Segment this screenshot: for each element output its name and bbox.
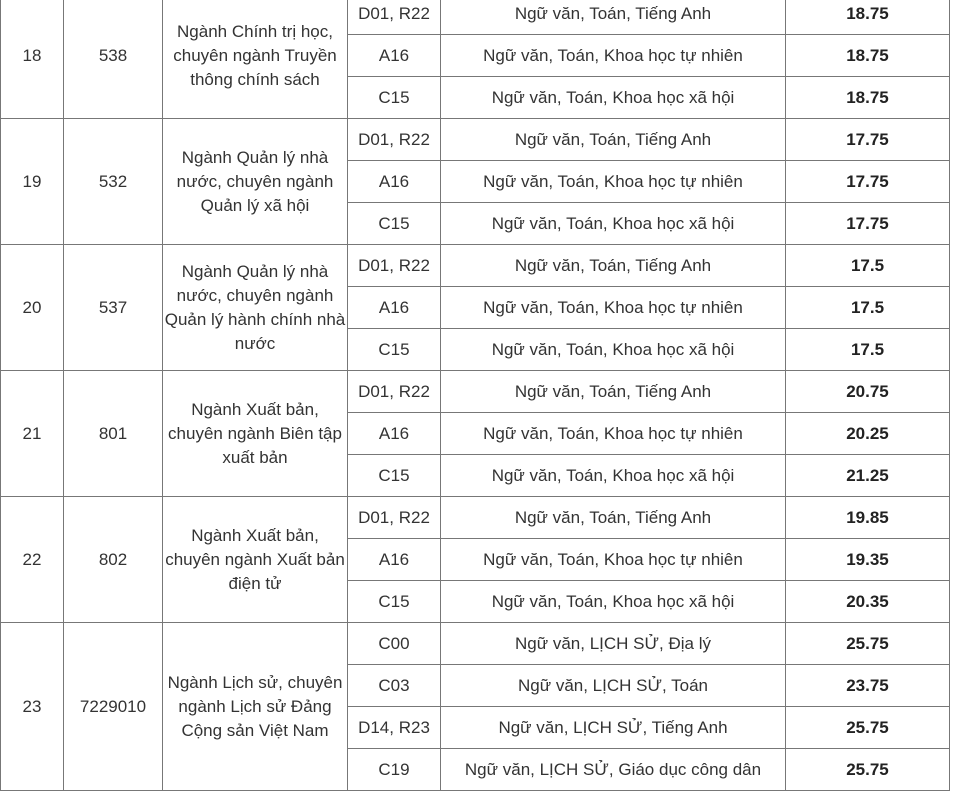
cutoff-score: 17.5 bbox=[786, 329, 950, 371]
row-number: 23 bbox=[1, 623, 64, 791]
combination-code: D01, R22 bbox=[348, 119, 441, 161]
subject-list: Ngữ văn, Toán, Tiếng Anh bbox=[441, 0, 786, 35]
major-name: Ngành Xuất bản, chuyên ngành Xuất bản điện tử bbox=[163, 497, 348, 623]
combination-code: C03 bbox=[348, 665, 441, 707]
combination-code: A16 bbox=[348, 413, 441, 455]
subject-list: Ngữ văn, Toán, Khoa học tự nhiên bbox=[441, 413, 786, 455]
cutoff-score: 19.35 bbox=[786, 539, 950, 581]
table-row bbox=[1, 245, 950, 287]
major-name: Ngành Xuất bản, chuyên ngành Biên tập xuất bản bbox=[163, 371, 348, 497]
subject-list: Ngữ văn, LỊCH SỬ, Toán bbox=[441, 665, 786, 707]
major-code: 801 bbox=[64, 371, 163, 497]
major-name: Ngành Chính trị học, chuyên ngành Truyền thông chính sách bbox=[163, 0, 348, 119]
row-number: 20 bbox=[1, 245, 64, 371]
subject-list: Ngữ văn, Toán, Khoa học xã hội bbox=[441, 203, 786, 245]
cutoff-score: 17.5 bbox=[786, 287, 950, 329]
subject-list: Ngữ văn, Toán, Khoa học tự nhiên bbox=[441, 539, 786, 581]
combination-code: D01, R22 bbox=[348, 497, 441, 539]
subject-list: Ngữ văn, LỊCH SỬ, Địa lý bbox=[441, 623, 786, 665]
major-name: Ngành Lịch sử, chuyên ngành Lịch sử Đảng Cộng sản Việt Nam bbox=[163, 623, 348, 791]
table-row bbox=[1, 497, 950, 539]
major-code: 802 bbox=[64, 497, 163, 623]
row-number: 19 bbox=[1, 119, 64, 245]
combination-code: A16 bbox=[348, 161, 441, 203]
cutoff-score: 25.75 bbox=[786, 623, 950, 665]
major-name: Ngành Quản lý nhà nước, chuyên ngành Quản lý xã hội bbox=[163, 119, 348, 245]
subject-list: Ngữ văn, Toán, Khoa học tự nhiên bbox=[441, 35, 786, 77]
cutoff-score: 25.75 bbox=[786, 707, 950, 749]
combination-code: C15 bbox=[348, 203, 441, 245]
cutoff-score: 21.25 bbox=[786, 455, 950, 497]
cutoff-score: 18.75 bbox=[786, 35, 950, 77]
row-number: 21 bbox=[1, 371, 64, 497]
subject-list: Ngữ văn, Toán, Khoa học xã hội bbox=[441, 455, 786, 497]
cutoff-score: 17.75 bbox=[786, 161, 950, 203]
subject-list: Ngữ văn, Toán, Tiếng Anh bbox=[441, 371, 786, 413]
subject-list: Ngữ văn, LỊCH SỬ, Tiếng Anh bbox=[441, 707, 786, 749]
cutoff-score: 17.5 bbox=[786, 245, 950, 287]
cutoff-score: 17.75 bbox=[786, 203, 950, 245]
table-row bbox=[1, 371, 950, 413]
combination-code: C15 bbox=[348, 581, 441, 623]
major-code: 538 bbox=[64, 0, 163, 119]
subject-list: Ngữ văn, Toán, Khoa học xã hội bbox=[441, 77, 786, 119]
combination-code: A16 bbox=[348, 287, 441, 329]
cutoff-score: 18.75 bbox=[786, 77, 950, 119]
subject-list: Ngữ văn, Toán, Tiếng Anh bbox=[441, 245, 786, 287]
combination-code: C00 bbox=[348, 623, 441, 665]
combination-code: D01, R22 bbox=[348, 371, 441, 413]
major-code: 532 bbox=[64, 119, 163, 245]
table-row bbox=[1, 119, 950, 161]
row-number: 18 bbox=[1, 0, 64, 119]
table-row bbox=[1, 623, 950, 665]
cutoff-score: 20.35 bbox=[786, 581, 950, 623]
table-row bbox=[1, 0, 950, 35]
combination-code: D01, R22 bbox=[348, 245, 441, 287]
cutoff-score: 23.75 bbox=[786, 665, 950, 707]
subject-list: Ngữ văn, Toán, Tiếng Anh bbox=[441, 497, 786, 539]
major-code: 537 bbox=[64, 245, 163, 371]
combination-code: C19 bbox=[348, 749, 441, 791]
major-name: Ngành Quản lý nhà nước, chuyên ngành Quản lý hành chính nhà nước bbox=[163, 245, 348, 371]
cutoff-score: 20.75 bbox=[786, 371, 950, 413]
subject-list: Ngữ văn, LỊCH SỬ, Giáo dục công dân bbox=[441, 749, 786, 791]
subject-list: Ngữ văn, Toán, Khoa học xã hội bbox=[441, 329, 786, 371]
cutoff-score: 19.85 bbox=[786, 497, 950, 539]
major-code: 7229010 bbox=[64, 623, 163, 791]
subject-list: Ngữ văn, Toán, Tiếng Anh bbox=[441, 119, 786, 161]
cutoff-score: 18.75 bbox=[786, 0, 950, 35]
combination-code: A16 bbox=[348, 35, 441, 77]
subject-list: Ngữ văn, Toán, Khoa học tự nhiên bbox=[441, 287, 786, 329]
subject-list: Ngữ văn, Toán, Khoa học tự nhiên bbox=[441, 161, 786, 203]
combination-code: D01, R22 bbox=[348, 0, 441, 35]
combination-code: C15 bbox=[348, 77, 441, 119]
cutoff-score: 17.75 bbox=[786, 119, 950, 161]
row-number: 22 bbox=[1, 497, 64, 623]
combination-code: C15 bbox=[348, 455, 441, 497]
cutoff-score: 20.25 bbox=[786, 413, 950, 455]
combination-code: A16 bbox=[348, 539, 441, 581]
combination-code: C15 bbox=[348, 329, 441, 371]
combination-code: D14, R23 bbox=[348, 707, 441, 749]
cutoff-score: 25.75 bbox=[786, 749, 950, 791]
subject-list: Ngữ văn, Toán, Khoa học xã hội bbox=[441, 581, 786, 623]
